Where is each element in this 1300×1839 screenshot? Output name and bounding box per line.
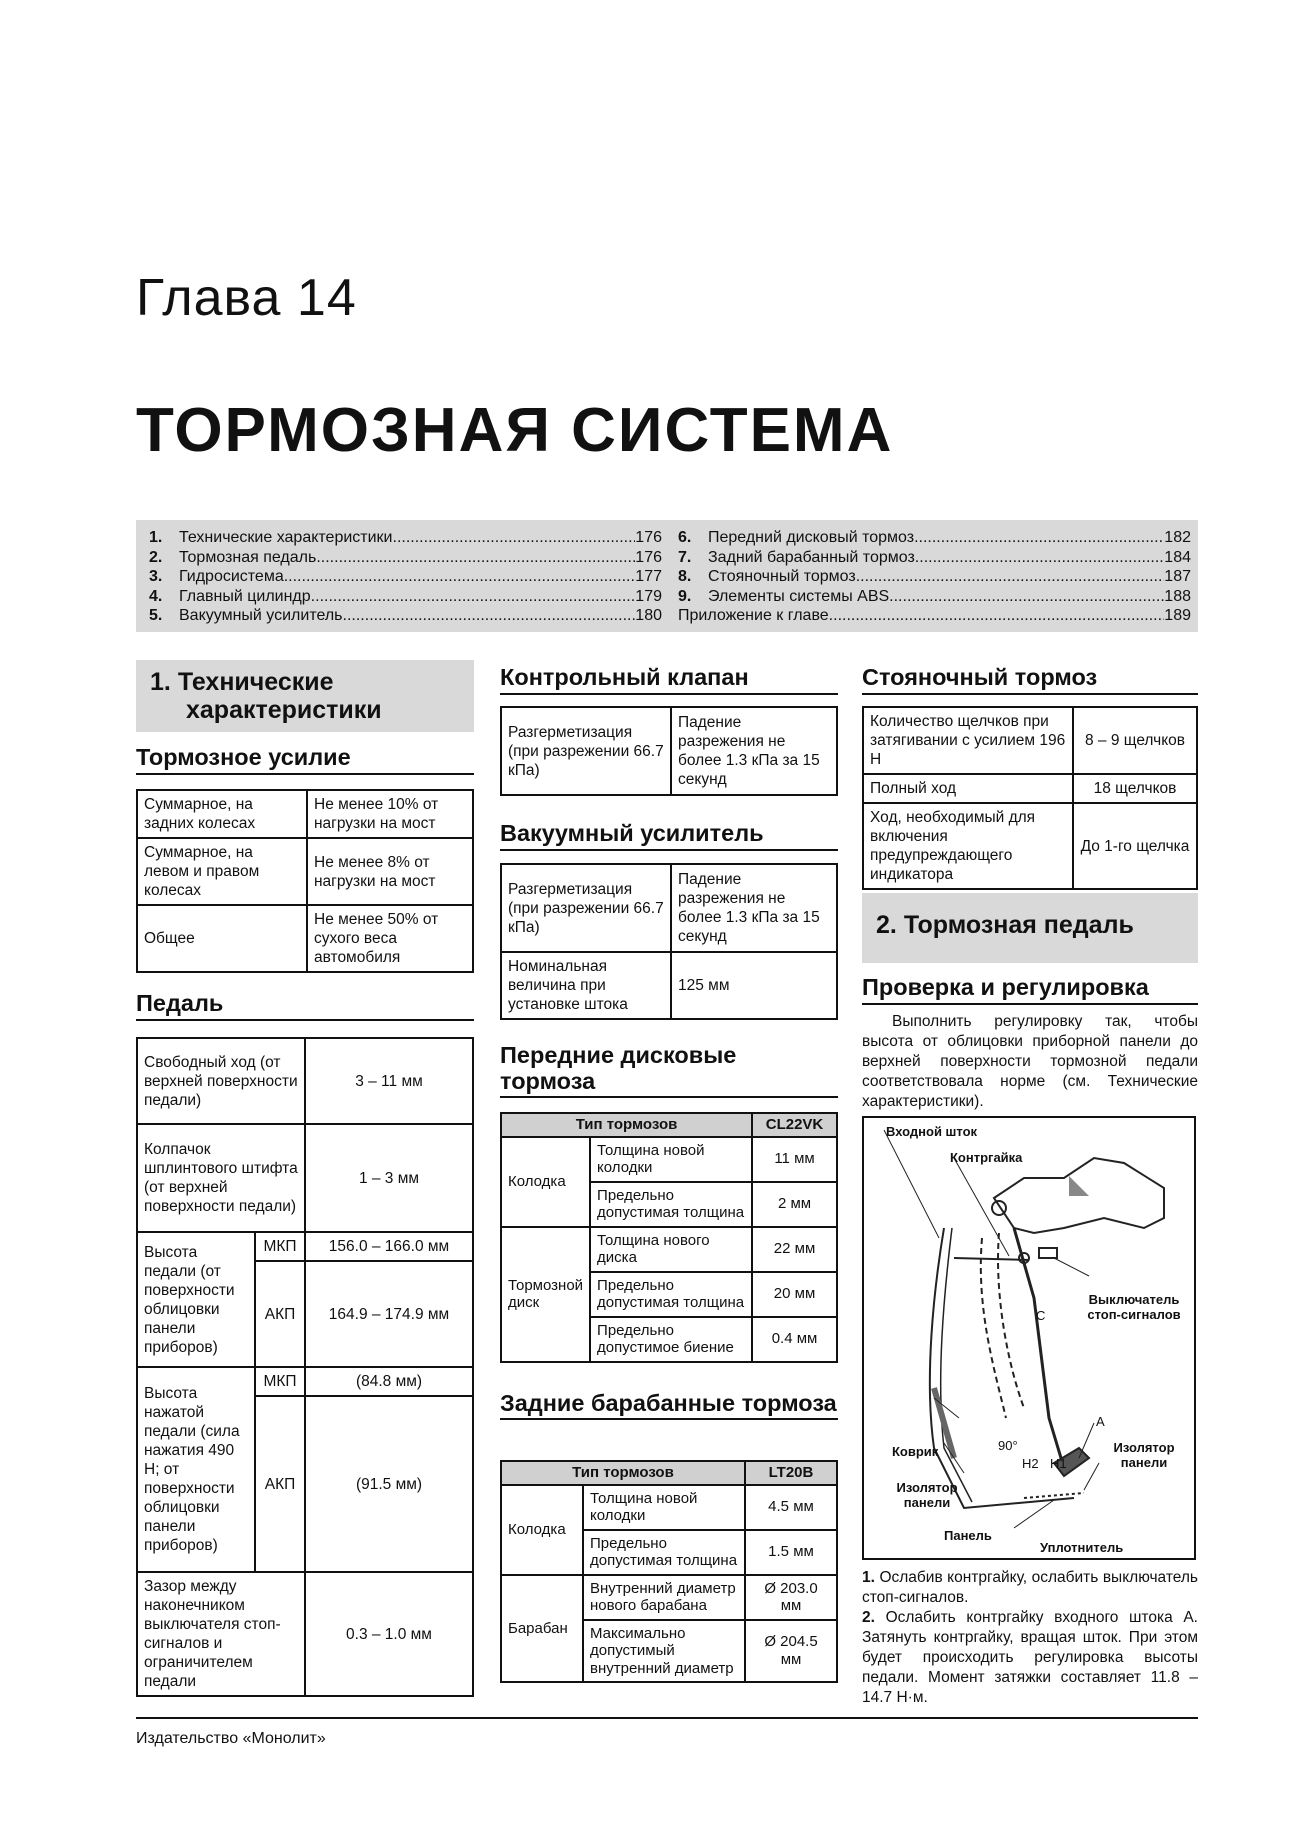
check-valve-label: Разгерметизация (при разрежении 66.7 кПа) [501, 707, 671, 795]
table-row [501, 864, 837, 952]
leader-input-rod [884, 1130, 939, 1238]
toc-item-title: Передний дисковый тормоз [708, 529, 915, 546]
fig-switch-label: Выключатель стоп-сигналов [1087, 1292, 1181, 1322]
toc-item-number: 2. [149, 548, 163, 566]
front-disc-disc-new-value: 22 мм [752, 1227, 837, 1272]
fig-mat-label: Коврик [892, 1444, 939, 1459]
table-row [501, 952, 837, 1019]
rear-drum-shoe-new: Толщина новой колодки [583, 1485, 745, 1530]
rear-drum-drum-max: Максимально допустимый внутренний диаметр [583, 1620, 745, 1683]
parking-label: Полный ход [863, 774, 1073, 803]
fig-insulator-right-label: Изолятор панели [1113, 1440, 1175, 1470]
toc-item-title: Приложение к главе [678, 607, 829, 624]
table-row [137, 1038, 473, 1124]
toc-item [678, 567, 1191, 587]
toc-item-title: Тормозная педаль [179, 548, 317, 566]
fig-a-label: A [1096, 1414, 1105, 1429]
check-adjust-intro: Выполнить регулировку так, чтобы высота от облицовки приборной панели до верхней поверхности тормозной педали соответствовала норме (см. Технические характеристики). [862, 1013, 1198, 1110]
parking-value: 8 – 9 щелчков [1073, 707, 1197, 774]
fig-insulator-left-label: Изолятор панели [896, 1480, 958, 1510]
front-disc-disc: Тормозной диск [501, 1227, 590, 1362]
section-1-line2: характеристики [186, 696, 382, 724]
step-1 [862, 1568, 1198, 1608]
toc-leader-dots [284, 567, 636, 587]
table-of-contents [136, 520, 1198, 632]
brake-force-value: Не менее 50% от сухого веса автомобиля [307, 905, 473, 972]
switch-body [1039, 1248, 1057, 1258]
toc-left-column [149, 528, 662, 626]
toc-leader-dots [316, 548, 635, 568]
rear-drum-drum-new: Внутренний диаметр нового барабана [583, 1575, 745, 1620]
pedal-pressed-at: АКП [255, 1396, 305, 1572]
toc-item-page: 176 [635, 548, 662, 566]
front-disc-type-value: CL22VK [752, 1113, 837, 1137]
front-disc-disc-new: Толщина нового диска [590, 1227, 752, 1272]
toc-leader-dots [829, 606, 1165, 626]
booster-value: 125 мм [671, 952, 837, 1019]
fig-input-rod-label: Входной шток [886, 1124, 978, 1139]
section-1-number: 1. [150, 668, 171, 696]
rear-drum-shoe-min: Предельно допустимая толщина [583, 1530, 745, 1575]
toc-item-page: 182 [1164, 529, 1191, 546]
table-row [501, 1461, 837, 1485]
toc-leader-dots [915, 548, 1165, 568]
parking-label: Количество щелчков при затягивании с усилием 196 Н [863, 707, 1073, 774]
brake-force-value: Не менее 10% от нагрузки на мост [307, 790, 473, 838]
table-row [501, 1575, 837, 1620]
toc-item [149, 567, 662, 587]
table-row [863, 774, 1197, 803]
table-row [137, 1367, 473, 1396]
table-row [501, 1227, 837, 1272]
toc-item-number: 4. [149, 587, 163, 605]
table-row [137, 1572, 473, 1696]
pedal-pressed-mt: МКП [255, 1367, 305, 1396]
section-2-header [862, 893, 1198, 963]
table-row [501, 1113, 837, 1137]
rear-drum-type-value: LT20B [745, 1461, 837, 1485]
publisher-footer: Издательство «Монолит» [136, 1730, 326, 1747]
pedal-height-at: АКП [255, 1261, 305, 1367]
front-disc-runout-value: 0.4 мм [752, 1317, 837, 1362]
toc-item-title: Элементы системы ABS [708, 587, 890, 605]
toc-item [678, 587, 1191, 607]
pedal-travel-dashed-2 [981, 1238, 1006, 1418]
pedal-pressed-mt-value: (84.8 мм) [305, 1367, 473, 1396]
pedal-pressed-label: Высота нажатой педали (сила нажатия 490 Н; от поверхности облицовки панели приборов) [137, 1367, 255, 1572]
toc-item [149, 606, 662, 626]
fig-angle-label: 90° [998, 1438, 1018, 1453]
fig-c-label: C [1036, 1308, 1046, 1323]
brake-force-value: Не менее 8% от нагрузки на мост [307, 838, 473, 905]
leader-insulator-r [1084, 1463, 1099, 1490]
brake-force-label: Суммарное, на задних колесах [137, 790, 307, 838]
brake-force-table [136, 789, 474, 973]
front-disc-disc-min: Предельно допустимая толщина [590, 1272, 752, 1317]
check-adjust-heading: Проверка и регулировка [862, 974, 1198, 1005]
toc-item-number: 5. [149, 607, 163, 624]
toc-item [678, 528, 1191, 548]
step-2-number: 2. [862, 1609, 875, 1626]
pedal-heading: Педаль [136, 990, 474, 1021]
toc-item-page: 179 [635, 587, 662, 605]
toc-leader-dots [914, 528, 1164, 548]
parking-heading: Стояночный тормоз [862, 664, 1198, 695]
table-row [137, 905, 473, 972]
table-row [863, 803, 1197, 889]
rear-drum-heading: Задние барабанные тормоза [500, 1390, 838, 1420]
check-valve-heading: Контрольный клапан [500, 664, 838, 695]
table-row [501, 707, 837, 795]
fig-h2-label: H2 [1022, 1456, 1039, 1471]
toc-right-column [678, 528, 1191, 626]
section-1-header [136, 660, 474, 732]
front-disc-heading: Передние дисковые тормоза [500, 1042, 838, 1098]
toc-item-title: Главный цилиндр [179, 587, 311, 605]
parking-value: 18 щелчков [1073, 774, 1197, 803]
front-disc-pad-new-value: 11 мм [752, 1137, 837, 1182]
pedal-arm [1014, 1228, 1064, 1468]
toc-item-number: 1. [149, 529, 163, 546]
check-valve-value: Падение разрежения не более 1.3 кПа за 15 секунд [671, 707, 837, 795]
leader-seal [1014, 1500, 1054, 1528]
toc-item-page: 177 [635, 568, 662, 585]
pedal-table [136, 1037, 474, 1697]
toc-item-page: 187 [1164, 568, 1191, 585]
step-1-number: 1. [862, 1569, 875, 1586]
rear-drum-shoe-new-value: 4.5 мм [745, 1485, 837, 1530]
front-disc-table [500, 1112, 838, 1363]
booster-label: Разгерметизация (при разрежении 66.7 кПа) [501, 864, 671, 952]
fig-panel-label: Панель [944, 1528, 992, 1543]
check-valve-table [500, 706, 838, 796]
toc-item [149, 548, 662, 568]
toc-item [149, 587, 662, 607]
toc-item-number: 7. [678, 548, 692, 566]
step-1-text: Ослабив контргайку, ослабить выключатель стоп-сигналов. [862, 1569, 1198, 1606]
booster-heading: Вакуумный усилитель [500, 820, 838, 851]
toc-item-page: 189 [1164, 607, 1191, 624]
pedal-adjustment-figure [862, 1116, 1196, 1560]
toc-leader-dots [393, 528, 636, 548]
toc-item-page: 180 [635, 607, 662, 624]
section-1-line1: Технические [177, 668, 334, 696]
toc-leader-dots [311, 587, 636, 607]
front-disc-pad-min: Предельно допустимая толщина [590, 1182, 752, 1227]
toc-item [678, 606, 1191, 626]
chapter-number: Глава 14 [136, 269, 357, 327]
rear-drum-table [500, 1460, 838, 1683]
toc-item-number: 9. [678, 587, 692, 605]
pedal-free-play-value: 3 – 11 мм [305, 1038, 473, 1124]
toc-leader-dots [856, 567, 1165, 587]
toc-item-number: 8. [678, 568, 692, 585]
toc-item-number: 6. [678, 529, 692, 546]
section-2-title: Тормозная педаль [903, 911, 1134, 939]
pedal-pressed-at-value: (91.5 мм) [305, 1396, 473, 1572]
brake-force-label: Суммарное, на левом и правом колесах [137, 838, 307, 905]
toc-item-title: Технические характеристики [179, 529, 393, 546]
pedal-height-mt: МКП [255, 1232, 305, 1261]
pedal-cotter-label: Колпачок шплинтового штифта (от верхней поверхности педали) [137, 1124, 305, 1232]
fig-locknut-label: Контргайка [950, 1150, 1023, 1165]
section-2-number: 2. [876, 911, 897, 939]
pedal-cotter-value: 1 – 3 мм [305, 1124, 473, 1232]
front-disc-disc-min-value: 20 мм [752, 1272, 837, 1317]
booster-table [500, 863, 838, 1020]
front-disc-pad-min-value: 2 мм [752, 1182, 837, 1227]
warning-triangle-icon [1069, 1176, 1089, 1196]
insulator [1024, 1493, 1084, 1498]
toc-item-title: Гидросистема [179, 568, 284, 585]
pedal-free-play-label: Свободный ход (от верхней поверхности педали) [137, 1038, 305, 1124]
toc-item-number: 3. [149, 568, 163, 585]
rear-drum-drum-max-value: Ø 204.5 мм [745, 1620, 837, 1683]
toc-leader-dots [343, 606, 636, 626]
toc-item [149, 528, 662, 548]
input-rod-line [954, 1258, 1029, 1260]
front-disc-pad: Колодка [501, 1137, 590, 1227]
leader-switch [1054, 1258, 1089, 1276]
table-row [501, 1137, 837, 1182]
pivot [992, 1201, 1006, 1215]
toc-item-page: 188 [1164, 587, 1191, 605]
rear-drum-shoe-min-value: 1.5 мм [745, 1530, 837, 1575]
rear-drum-type-label: Тип тормозов [501, 1461, 745, 1485]
pedal-height-at-value: 164.9 – 174.9 мм [305, 1261, 473, 1367]
fig-seal-label: Уплотнитель [1040, 1540, 1124, 1555]
table-row [137, 1232, 473, 1261]
rear-drum-drum-new-value: Ø 203.0 мм [745, 1575, 837, 1620]
toc-leader-dots [889, 587, 1164, 607]
table-row [137, 838, 473, 905]
parking-label: Ход, необходимый для включения предупреждающего индикатора [863, 803, 1073, 889]
chapter-title: ТОРМОЗНАЯ СИСТЕМА [136, 396, 894, 465]
table-row [137, 790, 473, 838]
front-disc-pad-new: Толщина новой колодки [590, 1137, 752, 1182]
table-row [137, 1124, 473, 1232]
leader-a [1079, 1423, 1094, 1458]
parking-table [862, 706, 1198, 890]
footer-divider [136, 1717, 1198, 1719]
toc-item [678, 548, 1191, 568]
brake-force-label: Общее [137, 905, 307, 972]
table-row [863, 707, 1197, 774]
toc-item-title: Стояночный тормоз [708, 568, 856, 585]
front-disc-type-label: Тип тормозов [501, 1113, 752, 1137]
parking-value: До 1-го щелчка [1073, 803, 1197, 889]
booster-label: Номинальная величина при установке штока [501, 952, 671, 1019]
fig-h1-label: H1 [1050, 1456, 1067, 1471]
toc-item-title: Вакуумный усилитель [179, 607, 343, 624]
toc-item-page: 176 [635, 529, 662, 546]
brake-force-heading: Тормозное усилие [136, 744, 474, 775]
booster-value: Падение разрежения не более 1.3 кПа за 15 секунд [671, 864, 837, 952]
pedal-height-mt-value: 156.0 – 166.0 мм [305, 1232, 473, 1261]
step-2 [862, 1608, 1198, 1708]
table-row [501, 1485, 837, 1530]
pedal-gap-value: 0.3 – 1.0 мм [305, 1572, 473, 1696]
front-disc-runout: Предельно допустимое биение [590, 1317, 752, 1362]
rear-drum-drum: Барабан [501, 1575, 583, 1683]
toc-item-title: Задний барабанный тормоз [708, 548, 915, 566]
rear-drum-shoe: Колодка [501, 1485, 583, 1575]
toc-item-page: 184 [1164, 548, 1191, 566]
pedal-height-label: Высота педали (от поверхности облицовки панели приборов) [137, 1232, 255, 1367]
step-2-text: Ослабить контргайку входного штока А. Затянуть контргайку, вращая шток. При этом будет происходить регулировка высоты педали. Момент затяжки составляет 11.8 – 14.7 Н·м. [862, 1609, 1198, 1706]
pedal-gap-label: Зазор между наконечником выключателя стоп-сигналов и ограничителем педали [137, 1572, 305, 1696]
